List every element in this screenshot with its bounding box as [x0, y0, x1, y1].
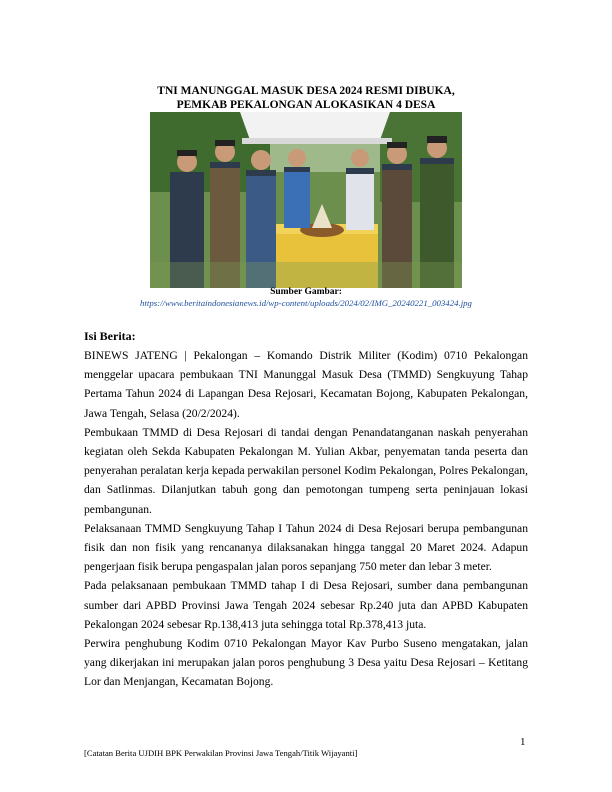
paragraph-2: Pembukaan TMMD di Desa Rejosari di tandai dengan Penandatanganan naskah penyerahan kegiatan oleh Sekda Kabupaten Pekalongan M. Yulian Akbar, penyematan tanda peserta dan penyerahan peralatan kerja kepada perwakilan personel Kodim Pekalongan, Polres Pekalongan, dan Satlinmas. Dilanjutkan tabuh gong dan pemotongan tumpeng serta peninjauan lokasi pembangunan. [84, 425, 528, 516]
news-title-line-2: PEMKAB PEKALONGAN ALOKASIKAN 4 DESA [176, 99, 436, 111]
news-title-line-1: TNI MANUNGGAL MASUK DESA 2024 RESMI DIBUKA, [157, 85, 455, 97]
ceremony-photo-illustration [150, 112, 462, 288]
news-body [84, 346, 528, 692]
paragraph-3: Pelaksanaan TMMD Sengkuyung Tahap I Tahun 2024 di Desa Rejosari berupa pembangunan fisik dan non fisik yang rencananya dilaksanakan hingga tanggal 20 Maret 2024. Adapun pengerjaan fisik berupa pengaspalan jalan poros sepanjang 750 meter dan lebar 3 meter. [84, 521, 528, 574]
news-title [0, 84, 612, 112]
paragraph-4: Pada pelaksanaan pembukaan TMMD tahap I di Desa Rejosari, sumber dana pembangunan sumber dari APBD Provinsi Jawa Tengah 2024 sebesar Rp.240 juta dan APBD Kabupaten Pekalongan 2024 sebesar Rp.138,413 juta sehingga total Rp.378,413 juta. [84, 579, 528, 631]
image-caption-label: Sumber Gambar: [270, 287, 342, 297]
paragraph-5: Perwira penghubung Kodim 0710 Pekalongan Mayor Kav Purbo Suseno mengatakan, jalan yang dikerjakan ini merupakan jalan poros penghubung 3 Desa yaitu Desa Rejosari – Ketitang Lor dan Menjangan, Kecamatan Bojong. [84, 637, 528, 689]
page-number: 1 [520, 736, 526, 748]
paragraph-1: BINEWS JATENG | Pekalongan – Komando Distrik Militer (Kodim) 0710 Pekalongan menggelar upacara pembukaan TNI Manunggal Masuk Desa (TMMD) Sengkuyung Tahap Pertama Tahun 2024 di Lapangan Desa Rejosari, Kecamatan Bojong, Kabupaten Pekalongan, Jawa Tengah, Selasa (20/2/2024). [84, 349, 528, 420]
footer-note: [Catatan Berita UJDIH BPK Perwakilan Provinsi Jawa Tengah/Titik Wijayanti] [84, 748, 358, 758]
news-photo [150, 112, 462, 288]
image-source-link[interactable]: https://www.beritaindonesianews.id/wp-content/uploads/2024/02/IMG_20240221_003424.jpg [140, 298, 472, 308]
section-heading: Isi Berita: [84, 329, 136, 343]
